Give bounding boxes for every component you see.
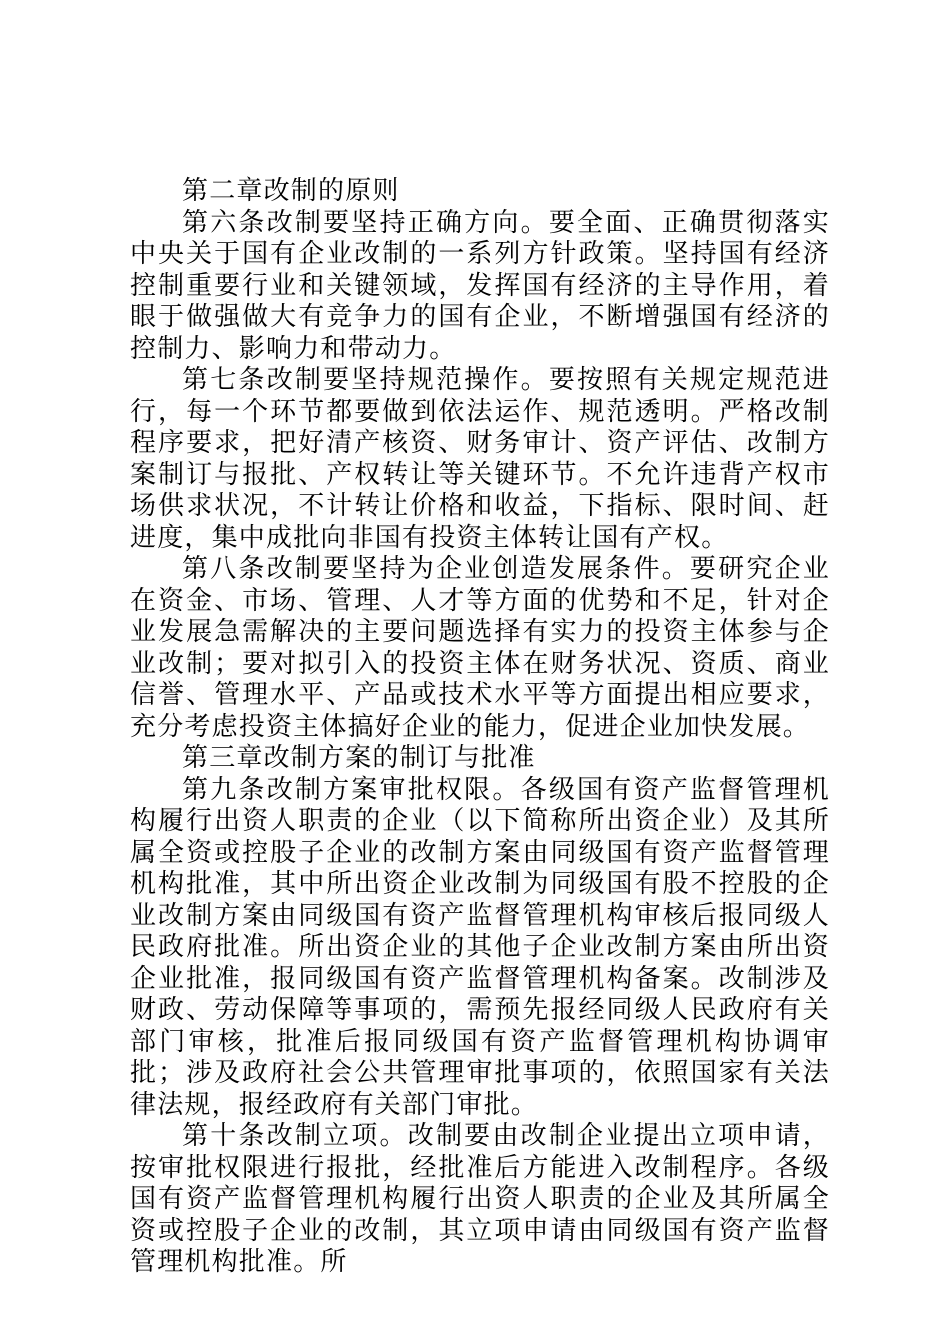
chapter-3-heading: 第三章改制方案的制订与批准 xyxy=(182,743,536,773)
article-6-paragraph: 第六条改制要坚持正确方向。要全面、正确贯彻落实中央关于国有企业改制的一系列方针政策。坚持国有经济控制重要行业和关键领域，发挥国有经济的主导作用，着眼于做强做大有竞争力的国有企业，不断增强国有经济的控制力、影响力和带动力。 xyxy=(130,207,830,364)
article-10-paragraph: 第十条改制立项。改制要由改制企业提出立项申请，按审批权限进行报批，经批准后方能进入改制程序。各级国有资产监督管理机构履行出资人职责的企业及其所属全资或控股子企业的改制，其立项申请由同级国有资产监督管理机构批准。所 xyxy=(130,1121,830,1277)
article-7-paragraph: 第七条改制要坚持规范操作。要按照有关规定规范进行，每一个环节都要做到依法运作、规范透明。严格改制程序要求，把好清产核资、财务审计、资产评估、改制方案制订与报批、产权转让等关键环节。不允许违背产权市场供求状况，不计转让价格和收益，下指标、限时间、赶进度，集中成批向非国有投资主体转让国有产权。 xyxy=(130,365,830,553)
document-body xyxy=(130,176,830,1279)
chapter-2-heading: 第二章改制的原则 xyxy=(182,176,400,206)
article-9-paragraph: 第九条改制方案审批权限。各级国有资产监督管理机构履行出资人职责的企业（以下简称所出资企业）及其所属全资或控股子企业的改制方案由同级国有资产监督管理机构批准，其中所出资企业改制为同级国有股不控股的企业改制方案由同级国有资产监督管理机构审核后报同级人民政府批准。所出资企业的其他子企业改制方案由所出资企业批准，报同级国有资产监督管理机构备案。改制涉及财政、劳动保障等事项的，需预先报经同级人民政府有关部门审核，批准后报同级国有资产监督管理机构协调审批；涉及政府社会公共管理审批事项的，依照国家有关法律法规，报经政府有关部门审批。 xyxy=(130,774,830,1120)
article-8-paragraph: 第八条改制要坚持为企业创造发展条件。要研究企业在资金、市场、管理、人才等方面的优势和不足，针对企业发展急需解决的主要问题选择有实力的投资主体参与企业改制；要对拟引入的投资主体在财务状况、资质、商业信誉、管理水平、产品或技术水平等方面提出相应要求，充分考虑投资主体搞好企业的能力，促进企业加快发展。 xyxy=(130,554,830,742)
